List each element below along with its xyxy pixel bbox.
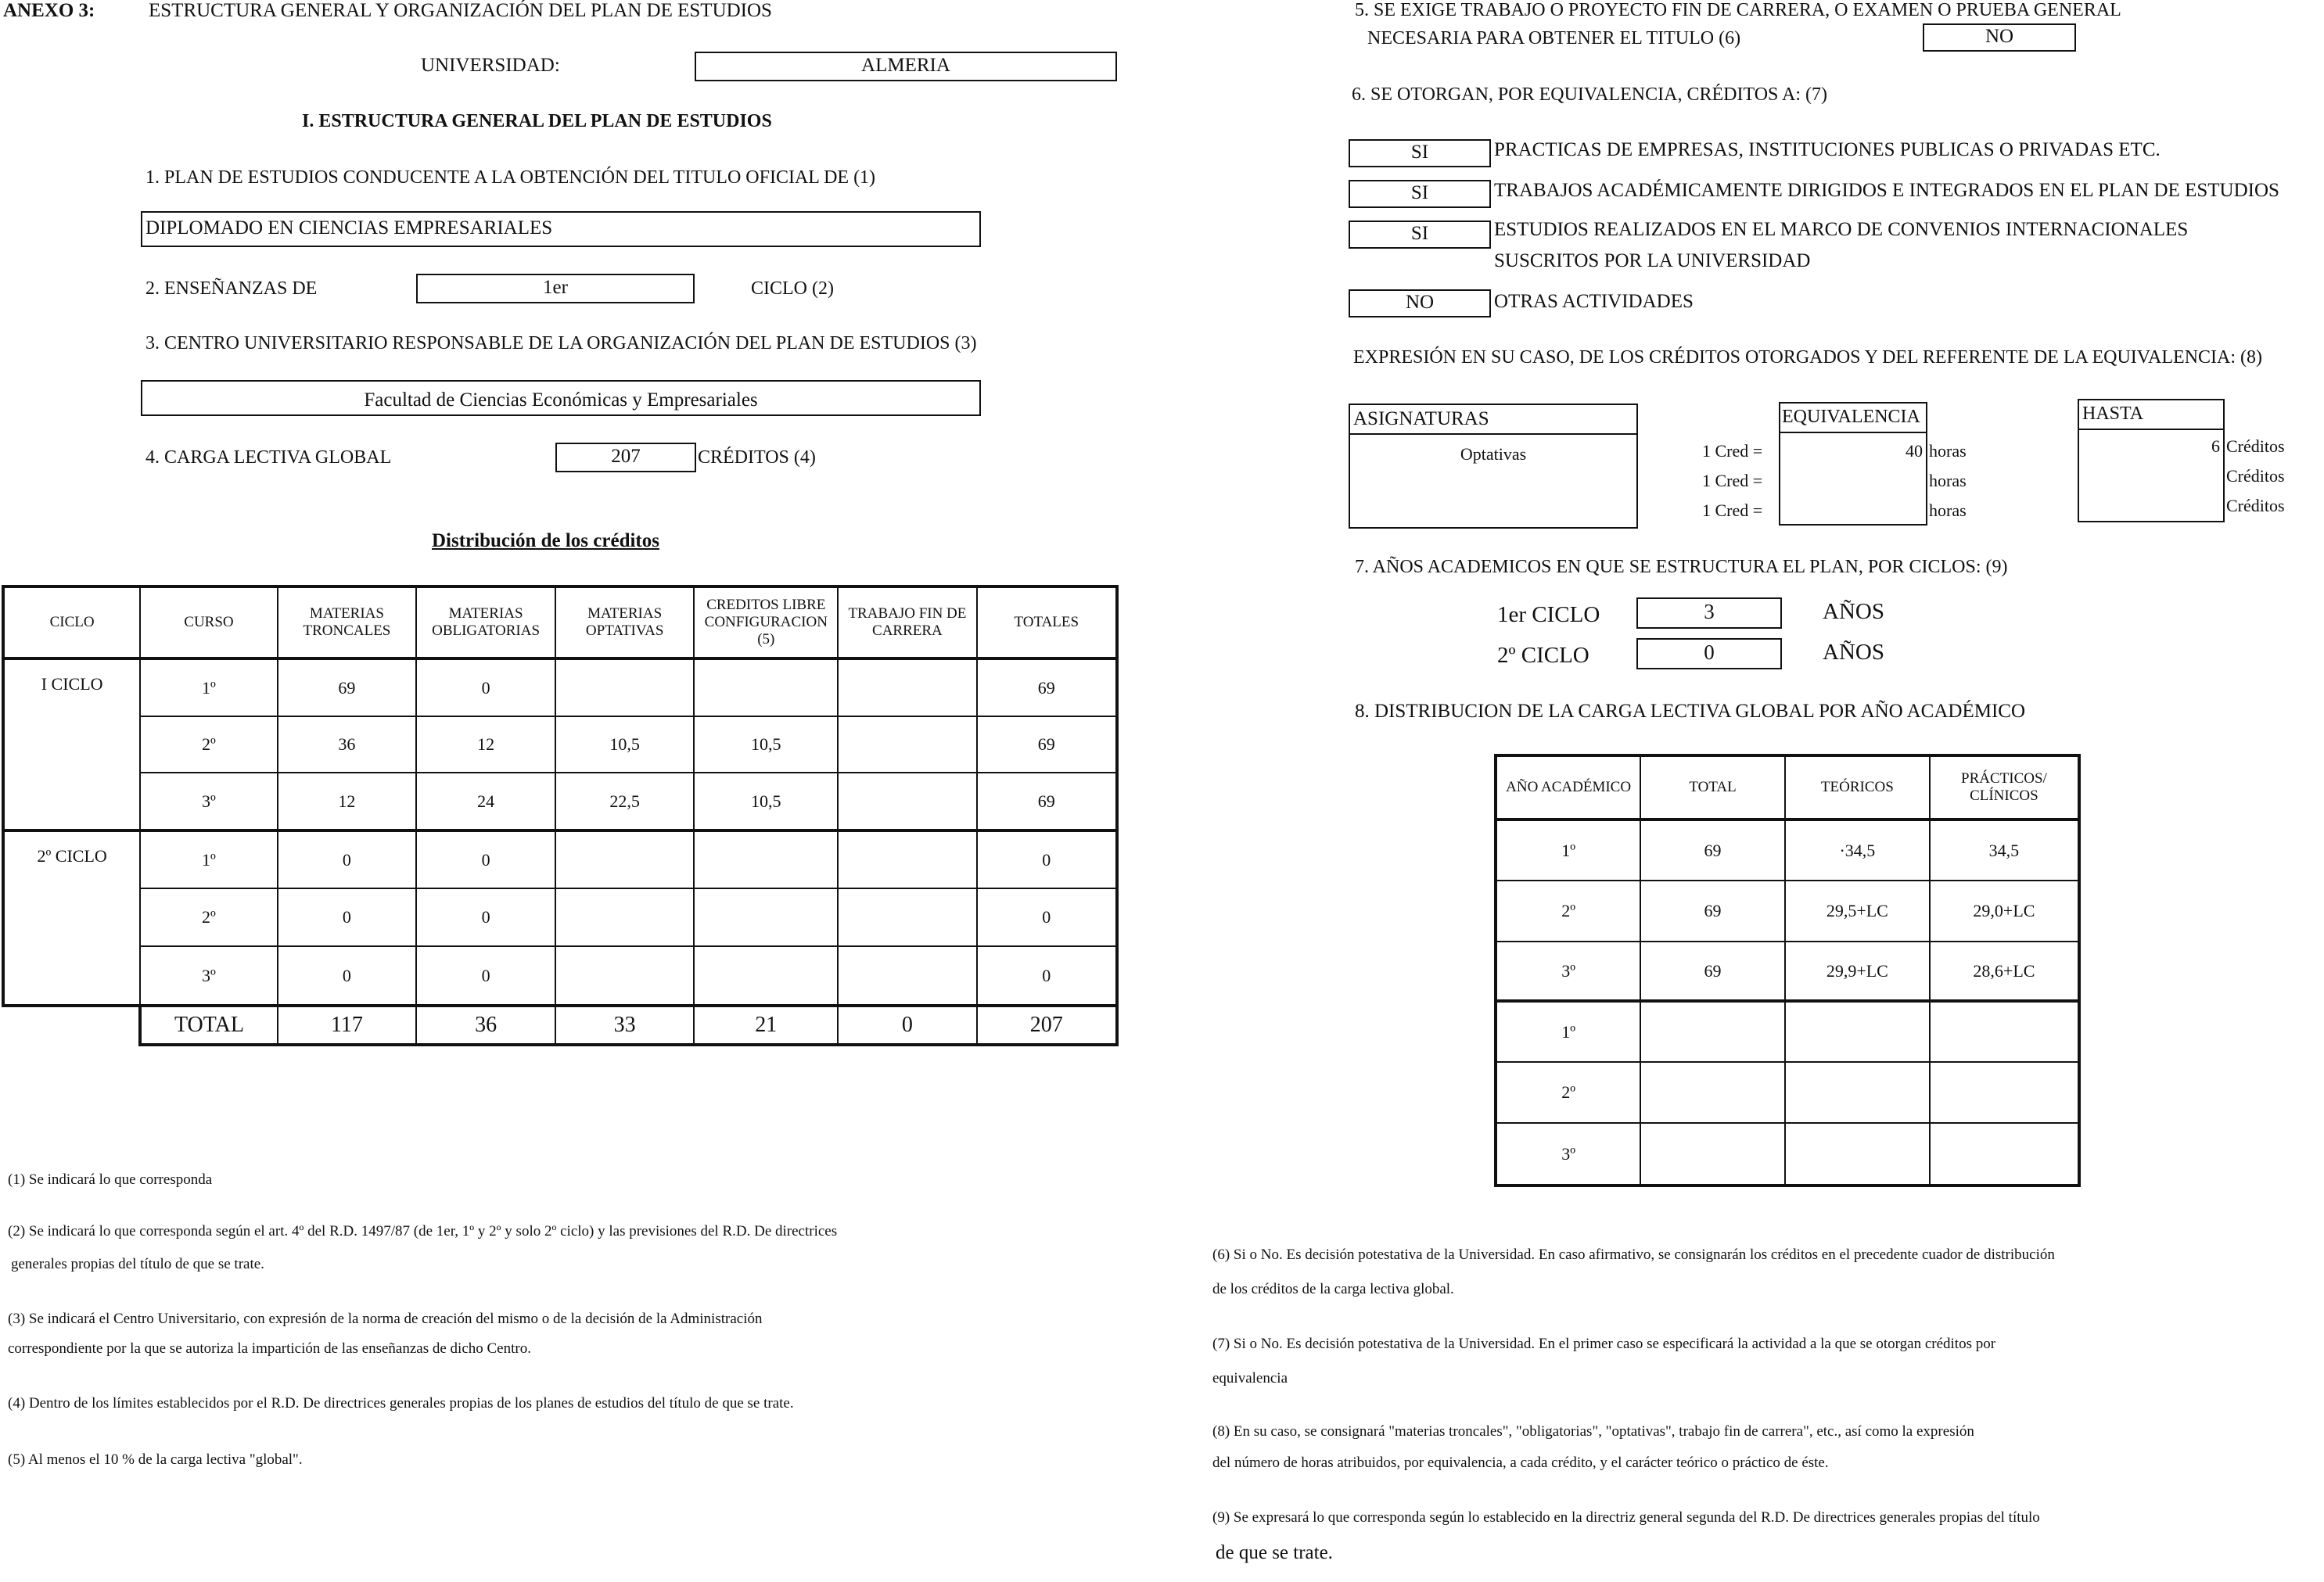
row-curso: 2º [140, 888, 277, 946]
equiv-label-2: TRABAJOS ACADÉMICAMENTE DIRIGIDOS E INTEGRADOS EN EL PLAN DE ESTUDIOS [1494, 180, 2279, 201]
footnote-3b: correspondiente por la que se autoriza la impartición de las enseñanzas de dicho Centro. [8, 1340, 531, 1357]
question-5b: NECESARIA PARA OBTENER EL TITULO (6) [1367, 28, 1741, 48]
footnote-8b: del número de horas atribuidos, por equivalencia, a cada crédito, y el carácter teórico o práctico de éste. [1212, 1455, 1829, 1471]
equiv-label-3: ESTUDIOS REALIZADOS EN EL MARCO DE CONVENIOS INTERNACIONALES [1494, 219, 2189, 240]
horas-label-3: horas [1929, 500, 1967, 520]
carga-header-total: TOTAL [1640, 755, 1785, 820]
row-obligatorias: 0 [416, 888, 555, 946]
asignaturas-value: Optativas [1460, 444, 1527, 464]
row-trabajo [838, 716, 976, 773]
row-obligatorias: 0 [416, 830, 555, 888]
total-totales: 207 [977, 1006, 1117, 1045]
equiv-value-2: SI [1410, 182, 1429, 203]
footnote-9b: de que se trate. [1216, 1542, 1333, 1563]
footnote-4: (4) Dentro de los límites establecidos por el R.D. De directrices generales propias de los planes de estudios del título de que se trate. [8, 1395, 794, 1412]
total-optativas: 33 [555, 1006, 694, 1045]
row-totales: 69 [977, 716, 1117, 773]
ciclo-value: 1er [543, 277, 568, 298]
footnote-9: (9) Se expresará lo que corresponda según lo establecido en la directriz general segunda del R.D. De directrices generales propias del título [1212, 1509, 2040, 1526]
ciclo1-value: 3 [1704, 600, 1715, 623]
distribution-table [2, 585, 1119, 1046]
row-totales: 0 [977, 888, 1117, 946]
equiv-label-4: OTRAS ACTIVIDADES [1494, 291, 1694, 312]
row-trabajo [838, 888, 976, 946]
row-trabajo [838, 773, 976, 830]
table-row [3, 888, 1117, 946]
footnote-8: (8) En su caso, se consignará "materias troncales", "obligatorias", "optativas", trabajo fin de carrera", etc., así como la expresión [1212, 1423, 1974, 1440]
total-obligatorias: 36 [416, 1006, 555, 1045]
ciclo-suffix: CICLO (2) [751, 278, 834, 299]
carga-header-practicos: PRÁCTICOS/ CLÍNICOS [1930, 755, 2079, 820]
question-3: 3. CENTRO UNIVERSITARIO RESPONSABLE DE LA ORGANIZACIÓN DEL PLAN DE ESTUDIOS (3) [145, 333, 977, 353]
row-curso: 3º [140, 773, 277, 830]
row-troncales: 0 [278, 946, 417, 1006]
row-optativas [555, 830, 694, 888]
total-troncales: 117 [278, 1006, 417, 1045]
creditos-label-1: Créditos [2226, 436, 2285, 456]
carga-total [1640, 1001, 1785, 1062]
universidad-value: ALMERIA [861, 55, 950, 76]
carga-practicos [1930, 1123, 2079, 1186]
carga-table [1494, 754, 2081, 1187]
total-trabajo: 0 [838, 1006, 976, 1045]
table-row [3, 658, 1117, 716]
carga-teoricos: ·34,5 [1785, 820, 1930, 881]
table-row [1496, 881, 2079, 942]
carga-total [1640, 1123, 1785, 1186]
row-totales: 69 [977, 773, 1117, 830]
table-row [1496, 1001, 2079, 1062]
row-optativas: 22,5 [555, 773, 694, 830]
header-trabajo: TRABAJO FIN DE CARRERA [838, 587, 976, 658]
footnote-2: (2) Se indicará lo que corresponda según el art. 4º del R.D. 1497/87 (de 1er, 1º y 2º y solo 2º ciclo) y las previsiones del R.D. De directrices [8, 1223, 838, 1239]
ciclo1-label: I CICLO [3, 658, 140, 830]
carga-practicos [1930, 1062, 2079, 1123]
table-row [3, 946, 1117, 1006]
equiv-value-3: SI [1410, 223, 1429, 244]
row-totales: 0 [977, 946, 1117, 1006]
footnote-5: (5) Al menos el 10 % de la carga lectiva "global". [8, 1451, 303, 1468]
carga-ano: 2º [1496, 881, 1640, 942]
row-curso: 1º [140, 830, 277, 888]
row-libre: 10,5 [694, 716, 838, 773]
question-7: 7. AÑOS ACADEMICOS EN QUE SE ESTRUCTURA EL PLAN, POR CICLOS: (9) [1355, 557, 2008, 577]
header-libre: CREDITOS LIBRE CONFIGURACION (5) [694, 587, 838, 658]
footnote-3: (3) Se indicará el Centro Universitario, con expresión de la norma de creación del mismo o de la decisión de la Administración [8, 1311, 763, 1327]
row-curso: 1º [140, 658, 277, 716]
carga-teoricos [1785, 1001, 1930, 1062]
header-curso: CURSO [140, 587, 277, 658]
horas-label-2: horas [1929, 471, 1967, 490]
table-row [3, 716, 1117, 773]
row-obligatorias: 0 [416, 658, 555, 716]
carga-teoricos: 29,5+LC [1785, 881, 1930, 942]
header-totales: TOTALES [977, 587, 1117, 658]
carga-header-teoricos: TEÓRICOS [1785, 755, 1930, 820]
row-troncales: 69 [278, 658, 417, 716]
carga-ano: 2º [1496, 1062, 1640, 1123]
carga-teoricos: 29,9+LC [1785, 942, 1930, 1001]
total-spacer [3, 1006, 140, 1045]
header-obligatorias: MATERIAS OBLIGATORIAS [416, 587, 555, 658]
question-2: 2. ENSEÑANZAS DE [145, 278, 318, 299]
anos-label-1: AÑOS [1823, 599, 1884, 624]
row-libre: 10,5 [694, 773, 838, 830]
row-optativas: 10,5 [555, 716, 694, 773]
carga-ano: 1º [1496, 820, 1640, 881]
row-trabajo [838, 946, 976, 1006]
row-optativas [555, 658, 694, 716]
ciclo2-label: 2º CICLO [3, 830, 140, 1006]
cred-label-1: 1 Cred = [1702, 441, 1763, 461]
row-curso: 2º [140, 716, 277, 773]
row-trabajo [838, 830, 976, 888]
row-optativas [555, 888, 694, 946]
question-1: 1. PLAN DE ESTUDIOS CONDUCENTE A LA OBTENCIÓN DEL TITULO OFICIAL DE (1) [145, 167, 876, 188]
total-label: TOTAL [140, 1006, 277, 1045]
carga-ano: 3º [1496, 1123, 1640, 1186]
row-optativas [555, 946, 694, 1006]
carga-value: 207 [611, 446, 641, 467]
row-troncales: 12 [278, 773, 417, 830]
equiv-label-3b: SUSCRITOS POR LA UNIVERSIDAD [1494, 250, 1811, 271]
header-ciclo: CICLO [3, 587, 140, 658]
carga-teoricos [1785, 1123, 1930, 1186]
anexo-title: ESTRUCTURA GENERAL Y ORGANIZACIÓN DEL PLAN DE ESTUDIOS [149, 0, 772, 21]
equivalencia-header: EQUIVALENCIA [1782, 407, 1920, 427]
total-row [3, 1006, 1117, 1045]
table-row [3, 773, 1117, 830]
footnote-7: (7) Si o No. Es decisión potestativa de la Universidad. En el primer caso se especificará la actividad a la que se otorgan créditos por [1212, 1336, 1996, 1352]
cred-label-2: 1 Cred = [1702, 471, 1763, 490]
asignaturas-header: ASIGNATURAS [1353, 408, 1489, 429]
question-8: 8. DISTRIBUCION DE LA CARGA LECTIVA GLOBAL POR AÑO ACADÉMICO [1355, 701, 2025, 722]
carga-total: 69 [1640, 942, 1785, 1001]
row-trabajo [838, 658, 976, 716]
proyecto-value: NO [1985, 26, 2014, 47]
row-obligatorias: 24 [416, 773, 555, 830]
hasta-header: HASTA [2082, 404, 2144, 424]
equiv-value-1: SI [1410, 142, 1429, 163]
table-row [1496, 1123, 2079, 1186]
section-title: I. ESTRUCTURA GENERAL DEL PLAN DE ESTUDIOS [302, 111, 772, 131]
total-libre: 21 [694, 1006, 838, 1045]
header-optativas: MATERIAS OPTATIVAS [555, 587, 694, 658]
row-troncales: 0 [278, 888, 417, 946]
row-obligatorias: 12 [416, 716, 555, 773]
row-libre [694, 830, 838, 888]
horas-label-1: horas [1929, 441, 1967, 461]
carga-practicos [1930, 1001, 2079, 1062]
carga-total [1640, 1062, 1785, 1123]
anexo-label: ANEXO 3: [3, 0, 95, 21]
dist-title: Distribución de los créditos [432, 530, 659, 551]
carga-ano: 3º [1496, 942, 1640, 1001]
row-troncales: 0 [278, 830, 417, 888]
ciclo2-label-r: 2º CICLO [1497, 643, 1589, 668]
footnote-2b: generales propias del título de que se trate. [11, 1256, 264, 1272]
footnote-1: (1) Se indicará lo que corresponda [8, 1171, 213, 1188]
carga-teoricos [1785, 1062, 1930, 1123]
carga-total: 69 [1640, 820, 1785, 881]
universidad-label: UNIVERSIDAD: [421, 55, 560, 76]
row-obligatorias: 0 [416, 946, 555, 1006]
creditos-label-3: Créditos [2226, 496, 2285, 515]
row-libre [694, 658, 838, 716]
footnote-6: (6) Si o No. Es decisión potestativa de la Universidad. En caso afirmativo, se consignarán los créditos en el precedente cuador de distribución [1212, 1247, 2055, 1263]
equiv-label-1: PRACTICAS DE EMPRESAS, INSTITUCIONES PUBLICAS O PRIVADAS ETC. [1494, 139, 2161, 160]
hasta-value: 6 [2211, 436, 2220, 456]
header-troncales: MATERIAS TRONCALES [278, 587, 417, 658]
table-row [3, 830, 1117, 888]
question-4: 4. CARGA LECTIVA GLOBAL [145, 447, 392, 468]
equiv-value-4: NO [1405, 292, 1435, 313]
ciclo2-value: 0 [1704, 640, 1715, 664]
table-row [1496, 942, 2079, 1001]
titulo-value: DIPLOMADO EN CIENCIAS EMPRESARIALES [145, 217, 553, 239]
carga-practicos: 34,5 [1930, 820, 2079, 881]
row-libre [694, 888, 838, 946]
row-libre [694, 946, 838, 1006]
carga-ano: 1º [1496, 1001, 1640, 1062]
equivalencia-value: 40 [1906, 441, 1923, 461]
row-troncales: 36 [278, 716, 417, 773]
centro-value: Facultad de Ciencias Económicas y Empresariales [364, 389, 758, 411]
expresion-text: EXPRESIÓN EN SU CASO, DE LOS CRÉDITOS OTORGADOS Y DEL REFERENTE DE LA EQUIVALENCIA: (8) [1353, 347, 2263, 368]
row-curso: 3º [140, 946, 277, 1006]
carga-suffix: CRÉDITOS (4) [698, 447, 816, 468]
footnote-7b: equivalencia [1212, 1370, 1288, 1386]
carga-practicos: 29,0+LC [1930, 881, 2079, 942]
question-6: 6. SE OTORGAN, POR EQUIVALENCIA, CRÉDITOS A: (7) [1352, 84, 1828, 105]
carga-total: 69 [1640, 881, 1785, 942]
carga-practicos: 28,6+LC [1930, 942, 2079, 1001]
carga-header-ano: AÑO ACADÉMICO [1496, 755, 1640, 820]
ciclo1-label-r: 1er CICLO [1497, 602, 1600, 627]
table-row [1496, 820, 2079, 881]
footnote-6b: de los créditos de la carga lectiva global. [1212, 1281, 1454, 1297]
row-totales: 69 [977, 658, 1117, 716]
creditos-label-2: Créditos [2226, 466, 2285, 486]
anos-label-2: AÑOS [1823, 640, 1884, 665]
cred-label-3: 1 Cred = [1702, 500, 1763, 520]
table-row [1496, 1062, 2079, 1123]
row-totales: 0 [977, 830, 1117, 888]
question-5: 5. SE EXIGE TRABAJO O PROYECTO FIN DE CARRERA, O EXAMEN O PRUEBA GENERAL [1355, 0, 2121, 20]
